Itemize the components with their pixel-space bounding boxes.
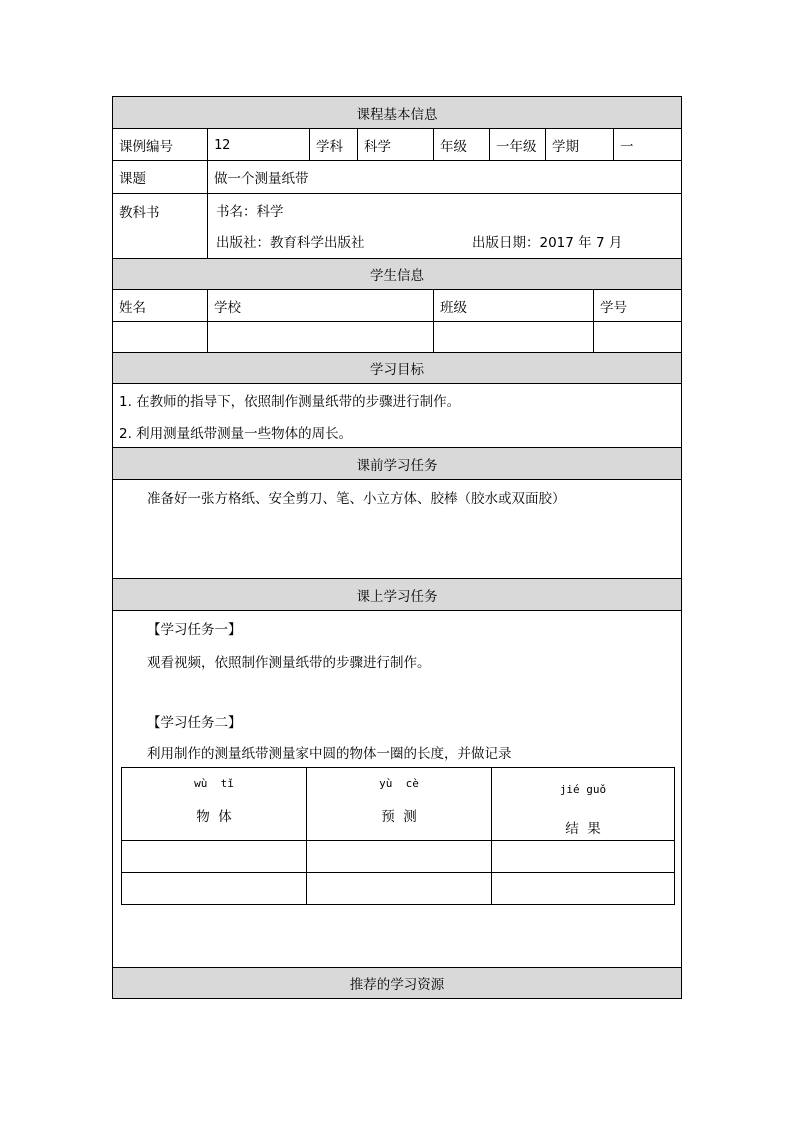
in-class-header <box>113 579 681 611</box>
name-label: 姓名 <box>119 299 146 316</box>
class-value-field[interactable] <box>433 322 593 352</box>
prediction-cell[interactable] <box>306 873 491 904</box>
objectives-body <box>113 384 681 448</box>
school-value-field[interactable] <box>207 322 433 352</box>
student-id-label: 学号 <box>593 290 681 321</box>
subject-label: 学科 <box>309 129 357 160</box>
prediction-cell[interactable] <box>306 841 491 872</box>
case-no-label: 课例编号 <box>119 138 173 155</box>
record-table-header-row <box>122 768 674 841</box>
result-cell[interactable] <box>491 873 674 904</box>
publisher: 出版社：教育科学出版社 <box>216 235 365 251</box>
record-table <box>121 767 675 905</box>
topic-label: 课题 <box>119 171 146 187</box>
in-class-body <box>113 611 681 968</box>
objective-2: 2. 利用测量纸带测量一些物体的周长。 <box>119 426 353 442</box>
table-row <box>122 873 674 904</box>
course-info-header <box>113 97 681 129</box>
grade-value: 一年级 <box>489 129 545 160</box>
objectives-title: 学习目标 <box>370 362 424 378</box>
textbook-info <box>207 194 681 258</box>
object-label: 物 体 <box>196 809 232 825</box>
textbook-row <box>113 194 681 259</box>
term-value: 一 <box>613 129 681 160</box>
grade-label: 年级 <box>433 129 489 160</box>
topic-row <box>113 161 681 194</box>
objective-1: 1. 在教师的指导下，依照制作测量纸带的步骤进行制作。 <box>119 394 461 410</box>
table-row <box>122 841 674 873</box>
student-info-header <box>113 259 681 290</box>
in-class-title: 课上学习任务 <box>356 588 438 605</box>
task1-text: 观看视频，依照制作测量纸带的步骤进行制作。 <box>147 655 431 671</box>
task2-title: 【学习任务二】 <box>147 715 242 731</box>
result-cell[interactable] <box>491 841 674 872</box>
prediction-pinyin: yù cè <box>379 777 419 790</box>
prediction-column-header <box>306 768 491 840</box>
result-column-header <box>491 768 674 840</box>
book-name: 书名：科学 <box>216 204 284 220</box>
student-id-value-field[interactable] <box>593 322 681 352</box>
object-cell[interactable] <box>122 873 306 904</box>
result-label: 结 果 <box>565 821 601 837</box>
student-labels-row <box>113 290 681 322</box>
school-label: 学校 <box>207 290 433 321</box>
task2-text: 利用制作的测量纸带测量家中圆的物体一圈的长度，并做记录 <box>147 746 512 762</box>
course-info-title: 课程基本信息 <box>356 106 438 123</box>
pre-class-body <box>113 480 681 579</box>
objectives-header <box>113 353 681 384</box>
object-cell[interactable] <box>122 841 306 872</box>
textbook-label: 教科书 <box>119 205 160 221</box>
course-meta-row <box>113 129 681 161</box>
pre-class-text: 准备好一张方格纸、安全剪刀、笔、小立方体、胶棒（胶水或双面胶） <box>147 491 566 507</box>
pre-class-title: 课前学习任务 <box>356 457 438 474</box>
result-pinyin: jié guǒ <box>559 783 607 796</box>
topic-value: 做一个测量纸带 <box>207 161 681 193</box>
name-value-field[interactable] <box>113 322 207 352</box>
student-info-title: 学生信息 <box>370 268 424 284</box>
publish-date: 出版日期：2017 年 7 月 <box>472 235 623 251</box>
object-pinyin: wù tǐ <box>194 777 234 790</box>
resources-header <box>113 968 681 998</box>
student-values-row <box>113 322 681 353</box>
subject-value: 科学 <box>357 129 433 160</box>
case-no-value: 12 <box>207 129 309 160</box>
class-label: 班级 <box>433 290 593 321</box>
term-label: 学期 <box>545 129 613 160</box>
resources-title: 推荐的学习资源 <box>349 977 445 993</box>
prediction-label: 预 测 <box>381 809 417 825</box>
pre-class-header <box>113 448 681 480</box>
object-column-header <box>122 768 306 840</box>
task1-title: 【学习任务一】 <box>147 622 242 638</box>
lesson-plan-table <box>112 96 682 999</box>
